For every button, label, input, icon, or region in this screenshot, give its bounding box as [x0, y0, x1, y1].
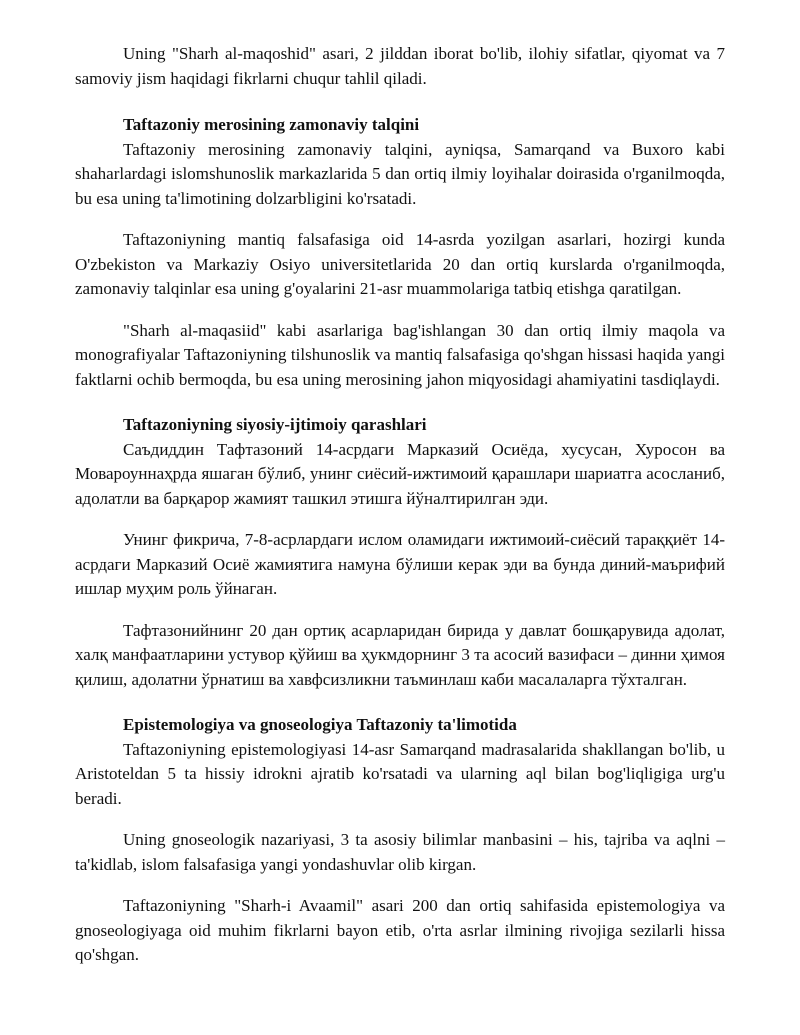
paragraph: "Sharh al-maqasiid" kabi asarlariga bag'ishlangan 30 dan ortiq ilmiy maqola va monografiyalar Taftazoniyning tilshunoslik va mantiq falsafasiga qo'shgan hissasi haqida yangi faktlarni ochib bermoqda, bu esa uning merosining jahon miqyosidagi ahamiyatini tasdiqlaydi. — [75, 320, 725, 389]
paragraph: Taftazoniyning epistemologiyasi 14-asr Samarqand madrasalarida shakllangan bo'lib, u Aristoteldan 5 ta hissiy idrokni ajratib ko'rsatadi va ularning aql bilan bog'liqligiga urg'u beradi. — [75, 739, 725, 808]
paragraph: Саъдиддин Тафтазоний 14-асрдаги Марказий Осиёда, хусусан, Хуросон ва Мовароуннаҳрда яшаган бўлиб, унинг сиёсий-ижтимоий қарашлари шариатга асосланиб, адолатли ва барқарор жамият ташкил этишга йўналтирилган эди. — [75, 439, 725, 508]
spacer — [75, 877, 725, 894]
spacer — [75, 811, 725, 828]
paragraph: Taftazoniy merosining zamonaviy talqini, ayniqsa, Samarqand va Buxoro kabi shaharlardagi islomshunoslik markazlarida 5 dan ortiq ilmiy loyihalar doirasida o'rganilmoqda, bu esa uning ta'limotining dolzarbligini ko'rsatadi. — [75, 139, 725, 208]
paragraph: Uning "Sharh al-maqoshid" asari, 2 jilddan iborat bo'lib, ilohiy sifatlar, qiyomat va 7 samoviy jism haqidagi fikrlarni chuqur tahlil qiladi. — [75, 44, 725, 88]
spacer — [75, 602, 725, 619]
paragraph: Тафтазонийнинг 20 дан ортиқ асарларидан бирида у давлат бошқарувида адолат, халқ манфаатларини устувор қўйиш ва ҳукмдорнинг 3 та асосий вазифаси – динни ҳимоя қилиш, адолатни ўрнатиш ва хавфсизликни таъминлаш каби масалаларга тўхталган. — [75, 620, 725, 689]
section-heading-epistemology: Epistemologiya va gnoseologiya Taftazoniy ta'limotida — [123, 715, 517, 734]
spacer — [75, 211, 725, 228]
section-heading-socio-political-views: Taftazoniyning siyosiy-ijtimoiy qarashlari — [123, 415, 427, 434]
section-heading-modern-interpretation: Taftazoniy merosining zamonaviy talqini — [123, 115, 420, 134]
document-page — [75, 42, 725, 968]
spacer — [75, 302, 725, 319]
spacer — [75, 692, 725, 713]
paragraph: Унинг фикрича, 7-8-асрлардаги ислом оламидаги ижтимоий-сиёсий тараққиёт 14-асрдаги Марказий Осиё жамиятига намуна бўлиши керак эди ва бунда диний-маърифий ишлар муҳим роль ўйнаган. — [75, 530, 725, 598]
spacer — [75, 91, 725, 113]
paragraph: Taftazoniyning mantiq falsafasiga oid 14-asrda yozilgan asarlari, hozirgi kunda O'zbekiston va Markaziy Osiyo universitetlarida 20 dan ortiq kurslarda o'rganilmoqda, zamonaviy talqinlar esa uning g'oyalarini 21-asr muammolariga tatbiq etishga qaratilgan. — [75, 230, 725, 298]
paragraph: Uning gnoseologik nazariyasi, 3 ta asosiy bilimlar manbasini – his, tajriba va aqlni – ta'kidlab, islom falsafasiga yangi yondashuvlar olib kirgan. — [75, 830, 725, 874]
spacer — [75, 392, 725, 413]
spacer — [75, 511, 725, 528]
paragraph: Taftazoniyning "Sharh-i Avaamil" asari 200 dan ortiq sahifasida epistemologiya va gnoseologiyaga oid muhim fikrlarni bayon etib, o'rta asrlar ilmining rivojiga sezilarli hissa qo'shgan. — [75, 896, 725, 964]
